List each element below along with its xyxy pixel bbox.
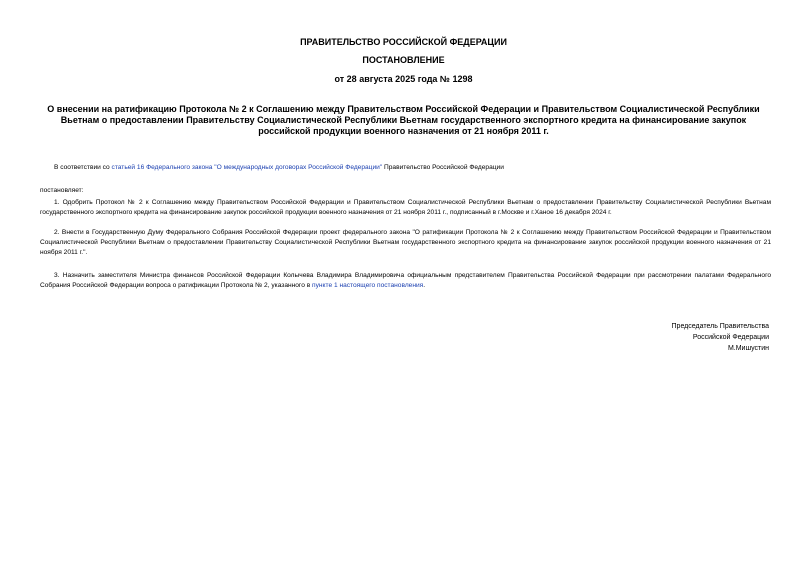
item-1-reference-link[interactable]: пункте 1 настоящего постановления xyxy=(312,282,424,289)
basis-paragraph xyxy=(40,163,771,173)
item-3-suffix: . xyxy=(423,282,426,289)
signature-position-country: Российской Федерации xyxy=(692,334,769,341)
item-1-paragraph: 1. Одобрить Протокол № 2 к Соглашению между Правительством Российской Федерации и Правительством Социалистической Республики Вьетнам о предоставлении Правительству Социалистической Республики Вьетнам государственного экспортного кредита на финансирование закупок российской продукции военного назначения от 21 ноября 2011 г., подписанный в г.Москве и г.Ханое 16 декабря 2024 г. xyxy=(40,199,771,216)
document-type-heading: ПОСТАНОВЛЕНИЕ xyxy=(362,55,445,65)
date-number-heading: от 28 августа 2025 года № 1298 xyxy=(334,74,473,84)
government-heading: ПРАВИТЕЛЬСТВО РОССИЙСКОЙ ФЕДЕРАЦИИ xyxy=(300,37,507,47)
basis-prefix: В соответствии со xyxy=(54,164,112,171)
federal-law-link[interactable]: статьей 16 Федерального закона "О международных договорах Российской Федерации" xyxy=(111,164,383,171)
item-3-paragraph xyxy=(40,271,771,291)
item-3-prefix: 3. Назначить заместителя Министра финансов Российской Федерации Колычева Владимира Владимировича официальным представителем Правительства Российской Федерации при рассмотрении палатами Федерального Собрания Российской Федерации вопроса о ратификации Протокола № 2, указанного в xyxy=(40,272,771,289)
signature-position: Председатель Правительства xyxy=(671,323,769,330)
resolves-paragraph: постановляет: xyxy=(40,187,84,194)
item-2-paragraph: 2. Внести в Государственную Думу Федерального Собрания Российской Федерации проект федерального закона "О ратификации Протокола № 2 к Соглашению между Правительством Российской Федерации и Правительством Социалистической Республики Вьетнам о предоставлении Правительству Социалистической Республики Вьетнам государственного экспортного кредита на финансирование закупок российской продукции военного назначения от 21 ноября 2011 г.". xyxy=(40,229,771,256)
basis-suffix: Правительство Российской Федерации xyxy=(382,164,504,171)
signature-name: М.Мишустин xyxy=(727,345,769,352)
document-title: О внесении на ратификацию Протокола № 2 к Соглашению между Правительством Российской Федерации и Правительством Социалистической Республики Вьетнам о предоставлении Правительству Социалистической Республики Вьетнам государственного экспортного кредита на финансирование закупок российской продукции военного назначения от 21 ноября 2011 г. xyxy=(47,104,760,136)
